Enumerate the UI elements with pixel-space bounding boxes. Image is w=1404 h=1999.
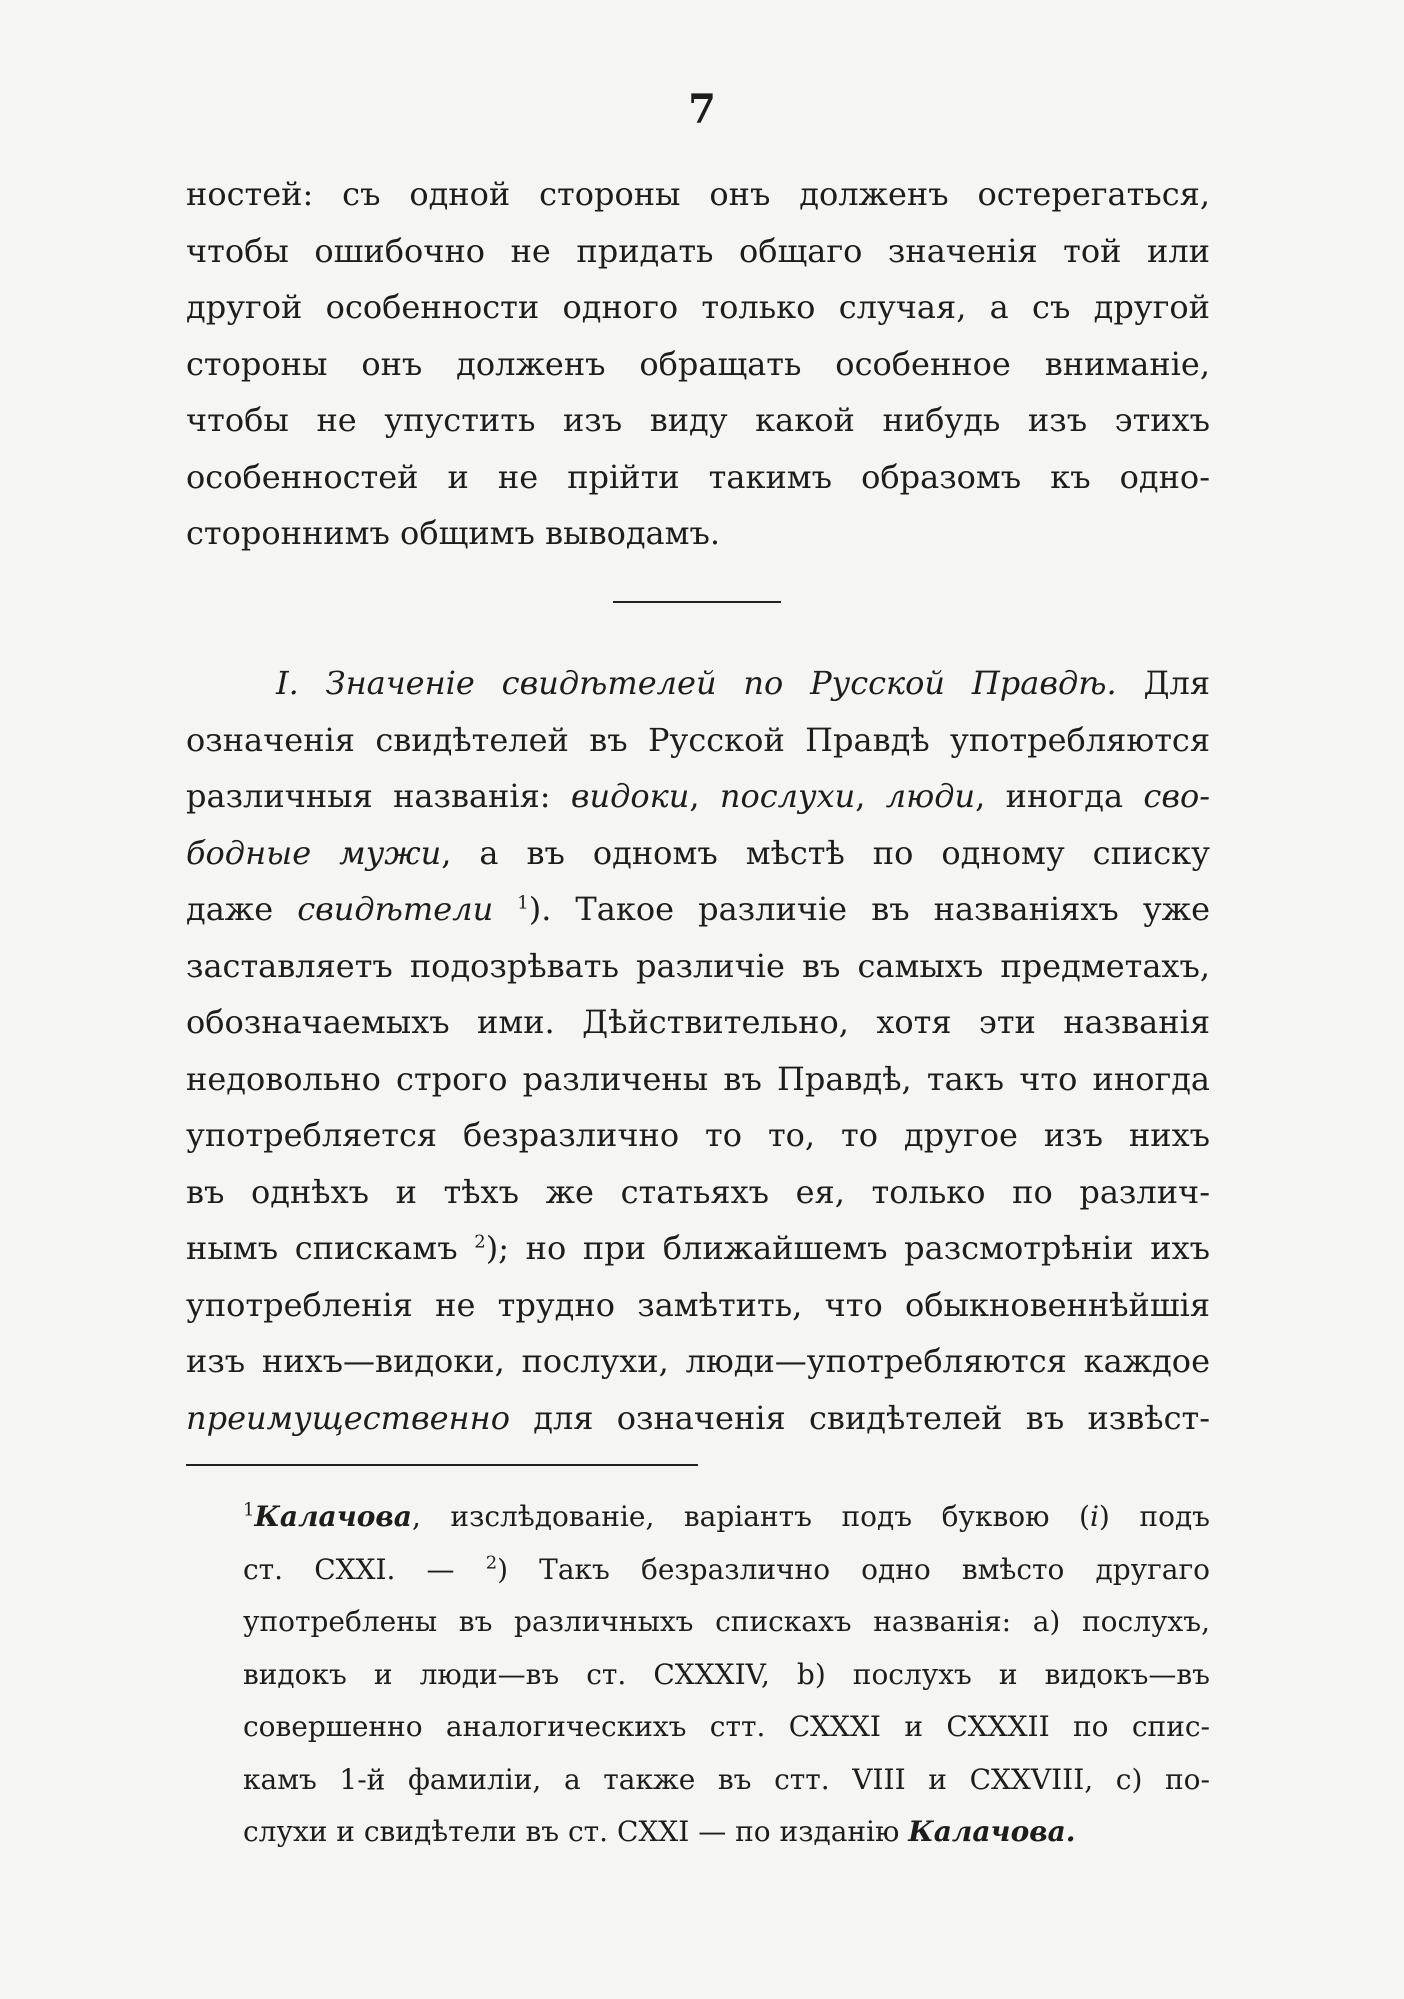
text-line (186, 881, 1210, 938)
footnote-author: Калачова. (908, 1815, 1076, 1848)
text-fragment: i (1089, 1500, 1099, 1533)
footnote-ref-2[interactable]: 2 (474, 1231, 486, 1253)
text-line: заставляетъ подозрѣвать различіе въ самыхъ предметахъ, (186, 946, 1210, 985)
text-fragment: слухи и свидѣтели въ ст. CXXI — по изданію (243, 1815, 909, 1848)
text-line (186, 825, 1210, 882)
text-line: употребляется безразлично то то, то другое изъ нихъ (186, 1116, 1210, 1154)
footnote-line: совершенно аналогическихъ стт. CXXXI и CXXXII по спис- (243, 1710, 1210, 1743)
footnote-line: видокъ и люди—въ ст. CXXXIV, b) послухъ и видокъ—въ (243, 1657, 1210, 1691)
text-line (186, 1390, 1210, 1447)
text-fragment: нымъ спискамъ (186, 1229, 475, 1267)
footnote-line (243, 1544, 1210, 1597)
section-divider (613, 601, 781, 603)
text-line: стороннимъ общимъ выводамъ. (186, 514, 721, 552)
text-line: чтобы не упустить изъ виду какой нибудь изъ этихъ (186, 401, 1210, 439)
text-line: другой особенности одного только случая, а съ другой (186, 288, 1210, 326)
footnote-author: Калачова (254, 1500, 412, 1533)
footnote-line (243, 1806, 1210, 1859)
footnote-1-marker: 1 (243, 1499, 255, 1521)
text-fragment: ) Такъ безразлично одно вмѣсто другаго (497, 1552, 1211, 1586)
footnote-line: камъ 1-й фамиліи, а также въ стт. VIII и CXXVIII, c) по- (243, 1762, 1210, 1796)
footnote-rule (186, 1464, 698, 1466)
text-fragment: , иногда (975, 777, 1144, 815)
footnotes (243, 1491, 1210, 1859)
text-fragment: даже (186, 890, 298, 928)
term-svideteli: свидѣтели (297, 890, 494, 928)
text-fragment: ). Такое различіе въ названіяхъ уже (528, 890, 1211, 928)
text-fragment: различныя названія: (186, 777, 571, 815)
text-fragment: ); но при ближайшемъ разсмотрѣніи ихъ (485, 1229, 1211, 1267)
text-line: употребленія не трудно замѣтить, что обыкновеннѣйшія (186, 1285, 1210, 1324)
text-fragment: ст. CXXI. — (243, 1552, 486, 1586)
term-svobodnye: сво- (1143, 777, 1211, 815)
text-line: обозначаемыхъ ими. Дѣйствительно, хотя эти названія (186, 1003, 1210, 1041)
text-line: недовольно строго различены въ Правдѣ, такъ что иногда (186, 1059, 1210, 1098)
section-paragraph (186, 655, 1210, 1446)
footnote-2-marker: 2 (485, 1552, 498, 1574)
text-line (186, 1220, 1210, 1277)
footnote-line: употреблены въ различныхъ спискахъ названія: a) послухъ, (243, 1605, 1210, 1638)
text-fragment: , изслѣдованіе, варіантъ подъ буквою ( (411, 1500, 1090, 1533)
text-line: изъ нихъ—видоки, послухи, люди—употребляются каждое (186, 1342, 1210, 1380)
text-line: означенія свидѣтелей въ Русской Правдѣ употребляются (186, 720, 1210, 759)
text-line: стороны онъ долженъ обращать особенное вниманіе, (186, 344, 1210, 383)
text-fragment: ) подъ (1098, 1500, 1210, 1533)
text-line (186, 768, 1210, 825)
term-svobodnye-muzhi: бодные мужи (186, 833, 442, 872)
footnote-line (243, 1491, 1210, 1544)
section-heading-line (186, 655, 1210, 712)
term-poslukhi: послухи (719, 777, 856, 815)
section-title: Значеніе свидѣтелей по Русской Правдѣ. (325, 664, 1117, 702)
page-number: 7 (688, 86, 716, 133)
term-vidoki: видоки (570, 777, 690, 815)
text-fragment: Для (1143, 664, 1211, 702)
section-number: I. (276, 664, 299, 702)
text-line: особенностей и не прійти такимъ образомъ къ одно- (186, 457, 1210, 496)
text-line: въ однѣхъ и тѣхъ же статьяхъ ея, только по различ- (186, 1172, 1210, 1211)
term-lyudi: люди (885, 777, 976, 815)
paragraph-continuation (186, 166, 1210, 562)
text-fragment: , а въ одномъ мѣстѣ по одному списку (441, 833, 1211, 872)
text-fragment: для означенія свидѣтелей въ извѣст- (509, 1398, 1210, 1437)
text-fragment: , (855, 777, 886, 815)
text-line: ностей: съ одной стороны онъ долженъ остерегаться, (186, 175, 1210, 213)
text-line: чтобы ошибочно не придать общаго значенія той или (186, 231, 1210, 270)
term-preimushchestvenno: преимущественно (186, 1398, 510, 1437)
footnote-ref-1[interactable]: 1 (517, 892, 529, 914)
text-fragment: , (689, 777, 720, 815)
